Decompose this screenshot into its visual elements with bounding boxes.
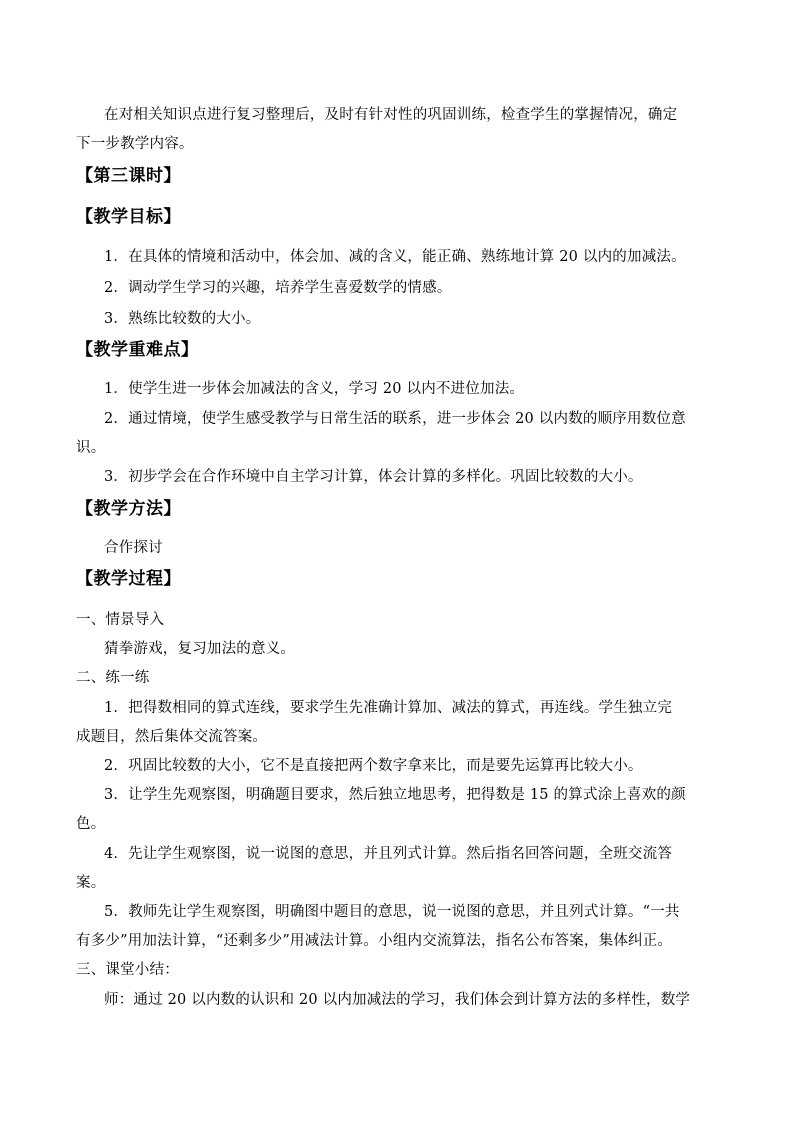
goals-heading: 【教学目标】 bbox=[76, 207, 181, 227]
process-heading: 【教学过程】 bbox=[76, 569, 181, 589]
lesson-heading: 【第三课时】 bbox=[76, 166, 181, 186]
key-point-item-2-line-1: 2．通过情境，使学生感受教学与日常生活的联系，进一步体会 20 以内数的顺序用数位意 bbox=[104, 411, 686, 427]
goal-item-1: 1．在具体的情境和活动中，体会加、减的含义，能正确、熟练地计算 20 以内的加减法。 bbox=[104, 249, 686, 265]
practice-5-line-2: 有多少”用加法计算，“还剩多少”用减法计算。小组内交流算法，指名公布答案，集体纠正。 bbox=[76, 933, 673, 949]
summary-line-1: 师：通过 20 以内数的认识和 20 以内加减法的学习，我们体会到计算方法的多样性，数学 bbox=[104, 992, 691, 1008]
key-point-item-3: 3．初步学会在合作环境中自主学习计算，体会计算的多样化。巩固比较数的大小。 bbox=[104, 469, 643, 485]
intro-line-1: 在对相关知识点进行复习整理后，及时有针对性的巩固训练，检查学生的掌握情况，确定 bbox=[104, 107, 678, 123]
practice-5-line-1: 5．教师先让学生观察图，明确图中题目的意思，说一说图的意思，并且列式计算。“一共 bbox=[104, 904, 680, 920]
section-2-title: 二、练一练 bbox=[76, 670, 150, 686]
practice-1-line-2: 成题目，然后集体交流答案。 bbox=[76, 729, 268, 745]
practice-3-line-1: 3．让学生先观察图，明确题目要求，然后独立地思考，把得数是 15 的算式涂上喜欢的颜 bbox=[104, 787, 686, 803]
practice-1-line-1: 1．把得数相同的算式连线，要求学生先准确计算加、减法的算式，再连线。学生独立完 bbox=[104, 700, 673, 716]
practice-4-line-1: 4．先让学生观察图，说一说图的意思，并且列式计算。然后指名回答问题，全班交流答 bbox=[104, 846, 673, 862]
key-point-item-2-line-2: 识。 bbox=[76, 440, 106, 456]
goal-item-3: 3．熟练比较数的大小。 bbox=[104, 311, 261, 327]
intro-line-2: 下一步教学内容。 bbox=[76, 136, 194, 152]
key-point-item-1: 1．使学生进一步体会加减法的含义，学习 20 以内不进位加法。 bbox=[104, 381, 525, 397]
section-1-title: 一、情景导入 bbox=[76, 612, 165, 628]
goal-item-2: 2．调动学生学习的兴趣，培养学生喜爱数学的情感。 bbox=[104, 280, 452, 296]
practice-3-line-2: 色。 bbox=[76, 816, 106, 832]
key-points-heading: 【教学重难点】 bbox=[76, 340, 199, 360]
practice-2: 2．巩固比较数的大小，它不是直接把两个数字拿来比，而是要先运算再比较大小。 bbox=[104, 758, 643, 774]
methods-text: 合作探讨 bbox=[104, 540, 163, 556]
section-1-text: 猜拳游戏，复习加法的意义。 bbox=[104, 641, 296, 657]
practice-4-line-2: 案。 bbox=[76, 875, 106, 891]
methods-heading: 【教学方法】 bbox=[76, 499, 181, 519]
section-3-title: 三、课堂小结： bbox=[76, 962, 179, 978]
